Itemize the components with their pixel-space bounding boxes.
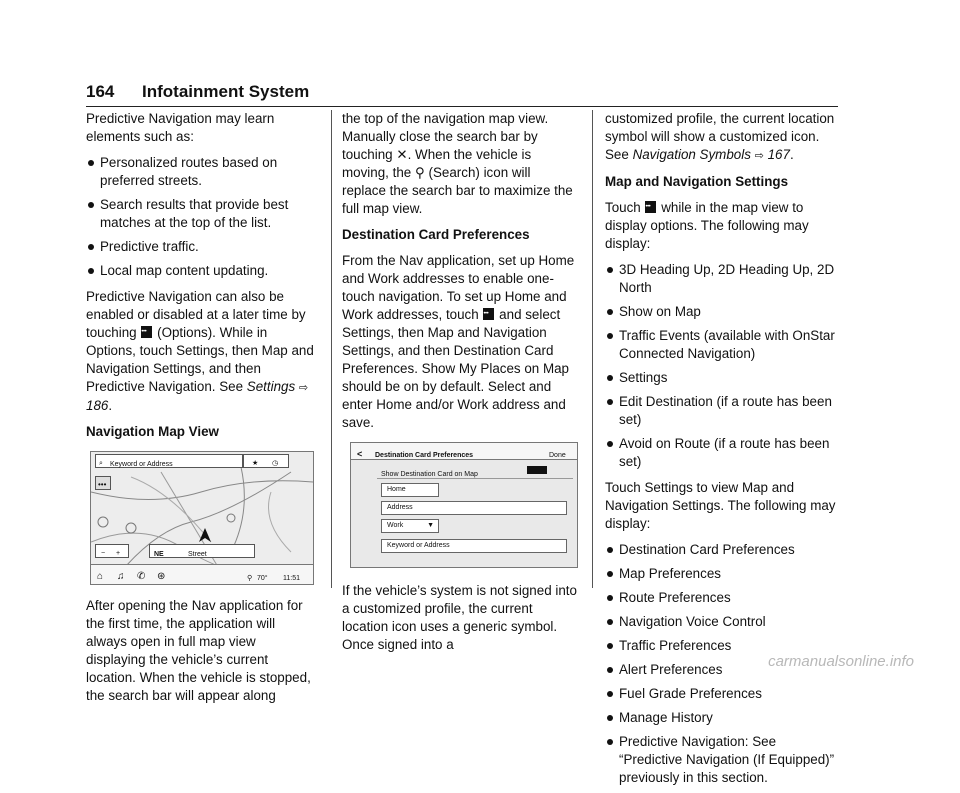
column-3	[605, 110, 841, 793]
watermark: carmanualsonline.info	[768, 653, 914, 670]
location-pin-icon: ⚲	[247, 575, 253, 582]
list-item: Show on Map	[605, 303, 841, 321]
street-name: Street	[188, 551, 207, 558]
nav-icon[interactable]: ⊛	[157, 571, 166, 582]
cross-reference-link[interactable]: Settings	[246, 379, 296, 394]
options-menu-icon	[141, 326, 152, 338]
compass-heading: NE	[154, 551, 164, 558]
feature-list	[86, 154, 318, 280]
section-heading: Map and Navigation Settings	[605, 174, 789, 189]
list-item: Map Preferences	[605, 565, 841, 583]
list-item: Predictive Navigation: See “Predictive Navigation (If Equipped)” previously in this section.	[605, 733, 841, 787]
list-item: Search results that provide best matches at the top of the list.	[86, 196, 318, 232]
search-bar-paragraph: the top of the navigation map view. Manually close the search bar by touching ✕. When the vehicle is moving, the ⚲ (Search) icon will replace the search bar to maximize the full map view.	[342, 111, 573, 216]
reference-arrow-icon: ⇨	[754, 150, 764, 162]
search-icon: ⚲	[414, 165, 425, 180]
list-item: Fuel Grade Preferences	[605, 685, 841, 703]
home-button[interactable]: Home	[381, 483, 439, 497]
search-icon: ⌕	[99, 460, 103, 467]
list-item: Settings	[605, 369, 841, 387]
profile-paragraph: customized profile, the current location symbol will show a customized icon. See Navigation Symbols ⇨ 167.	[605, 111, 835, 162]
settings-paragraph: Touch Settings to view Map and Navigation Settings. The following may display:	[605, 480, 836, 531]
destination-card-screenshot	[350, 442, 578, 568]
section-heading: Destination Card Preferences	[342, 227, 530, 242]
column-2	[342, 110, 578, 662]
column-divider	[592, 110, 593, 588]
street-bar	[149, 544, 255, 558]
toggle-switch[interactable]	[527, 466, 547, 474]
list-item: Navigation Voice Control	[605, 613, 841, 631]
column-divider	[331, 110, 332, 588]
favorite-star-icon[interactable]: ★	[252, 460, 259, 467]
list-item: Traffic Events (available with OnStar Connected Navigation)	[605, 327, 841, 363]
options-menu-icon	[645, 201, 656, 213]
toggle-label: Show Destination Card on Map	[381, 471, 478, 478]
section-heading: Navigation Map View	[86, 424, 219, 439]
work-dropdown[interactable]: Work ▼	[381, 519, 439, 533]
section-title: Infotainment System	[142, 82, 310, 101]
reference-page: 186	[86, 398, 109, 413]
back-button[interactable]: <	[357, 449, 363, 459]
status-bar	[91, 564, 313, 585]
list-item: Route Preferences	[605, 589, 841, 607]
page-header	[86, 80, 838, 107]
address-field[interactable]: Address	[381, 501, 567, 515]
page-number: 164	[86, 82, 115, 101]
navigation-map-screenshot	[90, 451, 314, 585]
screen-header	[351, 443, 577, 460]
keyword-address-field[interactable]: Keyword or Address	[381, 539, 567, 553]
list-item: Edit Destination (if a route has been set)	[605, 393, 841, 429]
options-list	[605, 261, 841, 471]
intro-paragraph: Predictive Navigation may learn elements such as:	[86, 111, 275, 144]
zoom-in-button[interactable]: +	[116, 550, 121, 557]
column-1	[86, 110, 318, 713]
reference-arrow-icon: ⇨	[298, 382, 309, 394]
home-icon[interactable]: ⌂	[97, 571, 104, 582]
audio-icon[interactable]: ♫	[117, 571, 125, 582]
map-view-paragraph: After opening the Nav application for the first time, the application will always open in full map view displaying the vehicle’s current location. When the vehicle is stopped, the search bar will appear along	[86, 598, 311, 703]
screen-title: Destination Card Preferences	[375, 452, 474, 459]
list-item: Personalized routes based on preferred streets.	[86, 154, 318, 190]
phone-icon[interactable]: ✆	[137, 571, 146, 582]
list-item: Local map content updating.	[86, 262, 318, 280]
options-menu-icon	[483, 308, 494, 320]
generic-symbol-paragraph: If the vehicle’s system is not signed into a customized profile, the current location icon uses a generic symbol. Once signed into a	[342, 583, 577, 652]
chevron-down-icon: ▼	[427, 522, 434, 529]
search-bar[interactable]: ⌕ Keyword or Address	[95, 454, 243, 468]
clock-icon[interactable]: ◷	[272, 460, 279, 467]
options-paragraph: Predictive Navigation can also be enabled or disabled at a later time by touching ••• (Options). While in Options, touch Settings, then Map and Navigation Settings, and then Predictive Navigation. See Settings ⇨ 186.	[86, 288, 318, 415]
temperature: 70°	[257, 575, 268, 582]
clock-time: 11:51	[283, 575, 300, 582]
list-item: Predictive traffic.	[86, 238, 318, 256]
destination-card-paragraph: From the Nav application, set up Home and Work addresses to enable one-touch navigation. To set up Home and Work addresses, touch ••• and select Settings, then Map and Navigation Settings, and then Destination Card Preferences. Show My Places on Map should be on by default. Select and enter Home and/or Work address and save.	[342, 252, 578, 432]
reference-page: 167	[767, 147, 790, 162]
touch-options-paragraph: Touch ••• while in the map view to display options. The following may display:	[605, 199, 841, 253]
zoom-out-button[interactable]: −	[101, 550, 106, 557]
list-item: Traffic Preferences	[605, 637, 841, 655]
divider	[377, 478, 573, 479]
list-item: Avoid on Route (if a route has been set)	[605, 435, 841, 471]
list-item: Destination Card Preferences	[605, 541, 841, 559]
list-item: Alert Preferences	[605, 661, 841, 679]
cross-reference-link[interactable]: Navigation Symbols	[632, 147, 751, 162]
options-button[interactable]: •••	[95, 476, 111, 490]
list-item: Manage History	[605, 709, 841, 727]
map-toolbar	[243, 454, 289, 468]
close-icon: ✕	[396, 147, 408, 162]
zoom-control[interactable]	[95, 544, 129, 558]
list-item: 3D Heading Up, 2D Heading Up, 2D North	[605, 261, 841, 297]
done-button[interactable]: Done	[549, 452, 566, 459]
